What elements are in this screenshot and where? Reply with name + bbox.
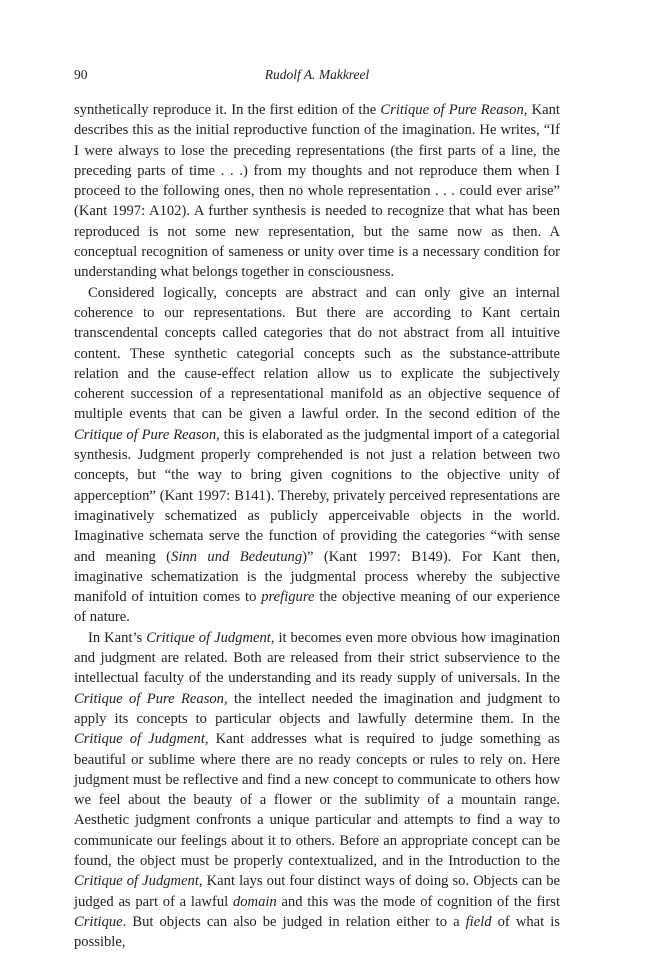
paragraph — [74, 100, 560, 283]
text-segment: synthetically reproduce it. In the first edition of the — [74, 102, 381, 118]
text-segment: . But objects can also be judged in relation either to a — [122, 913, 466, 930]
italic-text-segment: Critique of Judgment — [146, 629, 271, 646]
italic-text-segment: field — [465, 913, 492, 930]
paragraph — [74, 628, 560, 953]
text-segment: , it becomes even more obvious how imagination and judgment are related. Both are released from their strict subservience to the intellectual faculty of the understanding and its ready supply of universals. In the — [74, 629, 560, 687]
italic-text-segment: Critique of Judgment — [74, 731, 205, 748]
italic-text-segment: Critique — [74, 913, 123, 930]
body-text — [74, 100, 560, 952]
text-segment: of what is possible, — [74, 913, 560, 951]
page-number: 90 — [74, 67, 88, 82]
text-segment: the objective meaning of our experience of nature. — [74, 589, 560, 626]
italic-text-segment: Critique of Pure Reason — [380, 102, 524, 118]
text-segment: In Kant’s — [88, 629, 147, 646]
italic-text-segment: Critique of Pure Reason — [74, 426, 217, 443]
paragraph — [74, 283, 560, 628]
italic-text-segment: Sinn und Bedeutung — [171, 548, 303, 565]
running-title: Rudolf A. Makkreel — [264, 67, 370, 82]
text-segment: and this was the mode of cognition of the first — [276, 893, 561, 910]
text-segment: )” (Kant 1997: B149). For Kant then, imaginative schematization is the judgmental process whereby the subjective manifold of intuition comes to — [74, 548, 561, 606]
italic-text-segment: Critique of Pure Reason — [74, 690, 224, 707]
italic-text-segment: prefigure — [261, 589, 315, 606]
text-segment: , Kant lays out four distinct ways of doing so. Objects can be judged as part of a lawful — [74, 873, 560, 910]
text-segment: , this is elaborated as the judgmental import of a categorial synthesis. Judgment properly comprehended is not just a relation between two concepts, but “the way to bring given cognitions to the objective unity of apperception” (Kant 1997: B141). Thereby, privately perceived representations are imaginatively schematized as publicly apperceivable objects in the world. Imaginative schemata serve the function of providing the categories “with sense and meaning ( — [74, 426, 560, 565]
running-head — [74, 64, 560, 86]
italic-text-segment: domain — [232, 893, 277, 910]
text-segment: , the intellect needed the imagination and judgment to apply its concepts to particular objects and lawfully determine them. In the — [74, 690, 560, 727]
text-segment: , Kant describes this as the initial reproductive function of the imagination. He writes, “If I were always to lose the preceding representations (the first parts of a line, the preceding parts of time . . .) from my thoughts and not reproduce them when I proceed to the following ones, then no whole representation . . . could ever arise” (Kant 1997: A102). A further synthesis is needed to recognize that what has been reproduced is not some new representation, but the same now as then. A conceptual recognition of sameness or unity over time is a necessary condition for understanding what belongs together in consciousness. — [74, 102, 560, 281]
book-page — [74, 64, 560, 952]
text-segment: Considered logically, concepts are abstract and can only give an internal coherence to our representations. But there are according to Kant certain transcendental concepts called categories that do not abstract from all intuitive content. These synthetic categorial concepts such as the substance-attribute relation and the cause-effect relation allow us to explicate the subjectively coherent succession of a representational manifold as an objective sequence of multiple events that can be given a lawful order. In the second edition of the — [74, 284, 560, 423]
text-segment: , Kant addresses what is required to judge something as beautiful or sublime where there are no ready concepts or rules to rely on. Here judgment must be reflective and find a new concept to communicate to others how we feel about the beauty of a flower or the sublimity of a mountain range. Aesthetic judgment confronts a unique particular and attempts to find a way to communicate our feelings about it to others. Before an appropriate concept can be found, the object must be properly contextualized, and in the Introduction to the — [74, 731, 560, 869]
italic-text-segment: Critique of Judgment — [74, 873, 199, 890]
